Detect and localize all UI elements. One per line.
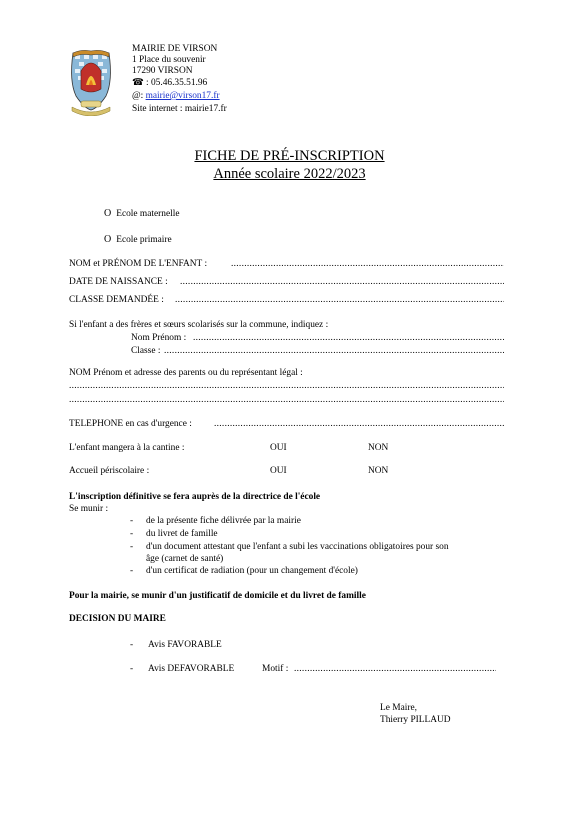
school-year: Année scolaire 2022/2023	[213, 166, 366, 182]
document-item: d'un document attestant que l'enfant a subi les vaccinations obligatoires pour son	[146, 542, 449, 552]
mairie-phone-line	[132, 78, 207, 89]
document-item: du livret de famille	[146, 529, 218, 539]
list-dash: -	[130, 566, 134, 576]
motif-field[interactable]	[294, 664, 496, 675]
child-name-label: NOM et PRÉNOM DE L'ENFANT :	[69, 259, 208, 269]
parents-field-line-2[interactable]	[69, 395, 504, 406]
list-dash: -	[130, 640, 134, 650]
school-option-maternelle[interactable]	[104, 208, 179, 220]
list-dash: -	[130, 529, 134, 539]
mairie-name: MAIRIE DE VIRSON	[132, 44, 218, 54]
document-item: d'un certificat de radiation (pour un changement d'école)	[146, 566, 358, 576]
definitive-inscription-title: L'inscription définitive se fera auprès de la directrice de l'école	[69, 492, 321, 502]
canteen-label: L'enfant mangera à la cantine :	[69, 443, 185, 453]
motif-label: Motif :	[262, 664, 289, 674]
radio-circle-icon[interactable]: O	[104, 234, 112, 245]
signature-name: Thierry PILLAUD	[380, 715, 451, 725]
list-dash: -	[130, 516, 134, 526]
document-item-continuation: âge (carnet de santé)	[146, 554, 224, 564]
email-prefix: :	[140, 91, 146, 101]
mairie-website: Site internet : mairie17.fr	[132, 104, 227, 114]
bring-label: Se munir :	[69, 504, 109, 514]
parents-label: NOM Prénom et adresse des parents ou du représentant légal :	[69, 368, 303, 378]
periscolaire-no-option[interactable]: NON	[368, 466, 389, 476]
birth-date-label: DATE DE NAISSANCE :	[69, 277, 168, 287]
canteen-no-option[interactable]: NON	[368, 443, 389, 453]
canteen-yes-option[interactable]: OUI	[270, 443, 287, 453]
signature-role: Le Maire,	[380, 703, 417, 713]
school-option-primaire[interactable]	[104, 234, 172, 246]
class-requested-field[interactable]	[175, 295, 504, 306]
mairie-email-line	[132, 91, 220, 102]
periscolaire-yes-option[interactable]: OUI	[270, 466, 287, 476]
sibling-name-label: Nom Prénom :	[131, 333, 187, 343]
list-dash: -	[130, 542, 134, 552]
avis-defavorable[interactable]: Avis DEFAVORABLE	[148, 664, 235, 674]
mairie-email-link[interactable]: mairie@virson17.fr	[145, 91, 220, 101]
document-item: de la présente fiche délivrée par la mairie	[146, 516, 301, 526]
list-dash: -	[130, 664, 134, 674]
mairie-phone: : 05.46.35.51.96	[146, 78, 208, 88]
mairie-documents-note: Pour la mairie, se munir d'un justificatif de domicile et du livret de famille	[69, 591, 366, 601]
mairie-address: 1 Place du souvenir	[132, 55, 206, 65]
phone-icon: ☎	[132, 78, 144, 88]
form-title: FICHE DE PRÉ-INSCRIPTION	[194, 148, 385, 164]
siblings-intro: Si l'enfant a des frères et sœurs scolarisés sur la commune, indiquez :	[69, 320, 329, 330]
school-option-label: Ecole primaire	[116, 235, 172, 245]
periscolaire-label: Accueil périscolaire :	[69, 466, 150, 476]
sibling-class-field[interactable]	[164, 346, 504, 357]
radio-circle-icon[interactable]: O	[104, 208, 112, 219]
avis-favorable[interactable]: Avis FAVORABLE	[148, 640, 222, 650]
virson-coat-of-arms-logo	[66, 41, 116, 116]
parents-field-line-1[interactable]	[69, 381, 504, 392]
emergency-phone-label: TELEPHONE en cas d'urgence :	[69, 419, 192, 429]
child-name-field[interactable]	[231, 259, 504, 270]
emergency-phone-field[interactable]	[214, 419, 504, 430]
class-requested-label: CLASSE DEMANDÉE :	[69, 295, 164, 305]
sibling-name-field[interactable]	[193, 333, 504, 344]
sibling-class-label: Classe :	[131, 346, 161, 356]
at-sign-icon: @	[132, 91, 141, 101]
decision-title: DECISION DU MAIRE	[69, 614, 166, 624]
mairie-city: 17290 VIRSON	[132, 66, 193, 76]
school-option-label: Ecole maternelle	[116, 209, 180, 219]
birth-date-field[interactable]	[180, 277, 504, 288]
